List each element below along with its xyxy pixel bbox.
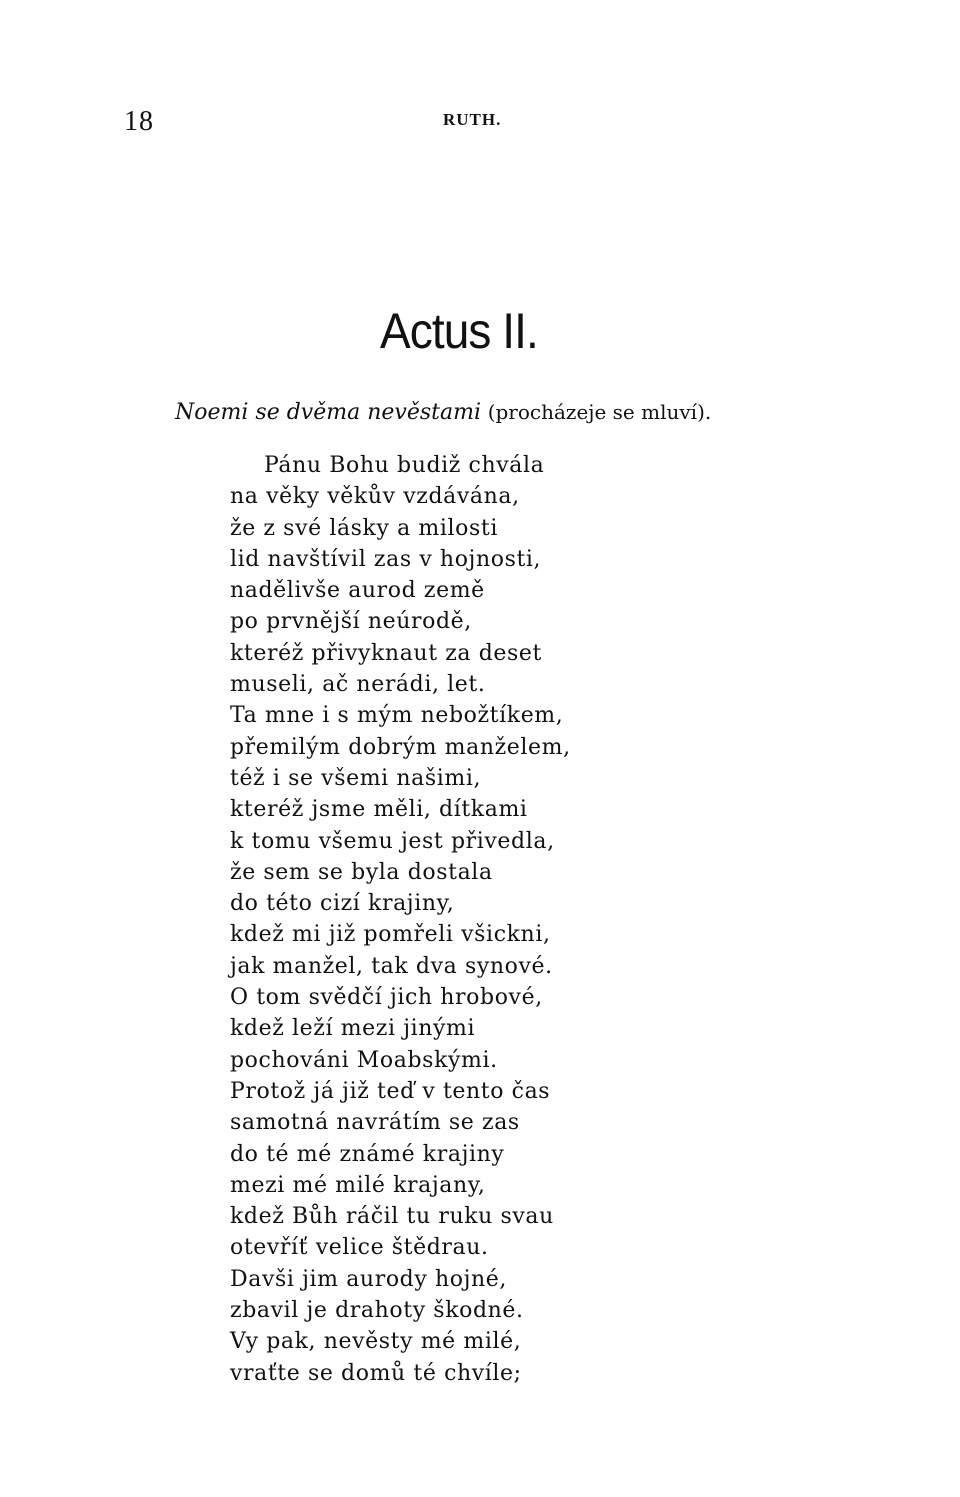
running-title: RUTH. <box>443 110 502 129</box>
verse-line: lid navštívil zas v hojnosti, <box>230 546 542 572</box>
verse-line: otevříť velice štědrau. <box>230 1235 489 1261</box>
verse-line: že sem se byla dostala <box>230 859 493 885</box>
verse-line: k tomu všemu jest přivedla, <box>230 828 555 854</box>
verse-line: vraťte se domů té chvíle; <box>230 1360 522 1386</box>
verse-line: jak manžel, tak dva synové. <box>230 953 553 979</box>
verse-line: Vy pak, nevěsty mé milé, <box>230 1329 522 1355</box>
verse-line: O tom svědčí jich hrobové, <box>230 985 543 1011</box>
verse-line: též i se všemi našimi, <box>230 765 482 791</box>
verse-line: Ta mne i s mým nebožtíkem, <box>230 703 564 729</box>
verse-line: přemilým dobrým manželem, <box>230 734 571 760</box>
verse-line: kdež Bůh ráčil tu ruku svau <box>230 1204 554 1230</box>
stage-direction <box>175 396 935 429</box>
speakers: Noemi se dvěma nevěstami <box>175 400 481 425</box>
verse-line: Pánu Bohu budiž chvála <box>264 453 545 478</box>
verse-line: museli, ač nerádi, let. <box>230 672 486 698</box>
direction: (procházeje se mluví). <box>487 400 712 424</box>
verse-line: Protož já již teď v tento čas <box>230 1078 551 1104</box>
verse-block <box>230 450 571 1389</box>
verse-line: kteréž přivyknaut za deset <box>230 640 542 666</box>
verse-line: pochováni Moabskými. <box>230 1047 498 1073</box>
act-title: Actus II. <box>380 303 538 359</box>
verse-line: samotná navrátím se zas <box>230 1110 520 1136</box>
verse-line: kteréž jsme měli, dítkami <box>230 797 528 823</box>
verse-line: kdež mi již pomřeli všickni, <box>230 922 551 948</box>
verse-line: kdež leží mezi jinými <box>230 1016 476 1042</box>
verse-line: nadělivše aurod země <box>230 578 485 604</box>
verse-line: do této cizí krajiny, <box>230 891 455 917</box>
verse-line: na věky věkův vzdávána, <box>230 484 520 510</box>
verse-line: Davši jim aurody hojné, <box>230 1266 507 1292</box>
page-number: 18 <box>124 106 154 137</box>
verse-line: do té mé známé krajiny <box>230 1141 505 1167</box>
verse-line: mezi mé milé krajany, <box>230 1172 486 1198</box>
verse-line: po prvnější neúrodě, <box>230 609 472 635</box>
verse-line: zbavil je drahoty škodné. <box>230 1298 524 1324</box>
verse-line: že z své lásky a milosti <box>230 515 498 541</box>
